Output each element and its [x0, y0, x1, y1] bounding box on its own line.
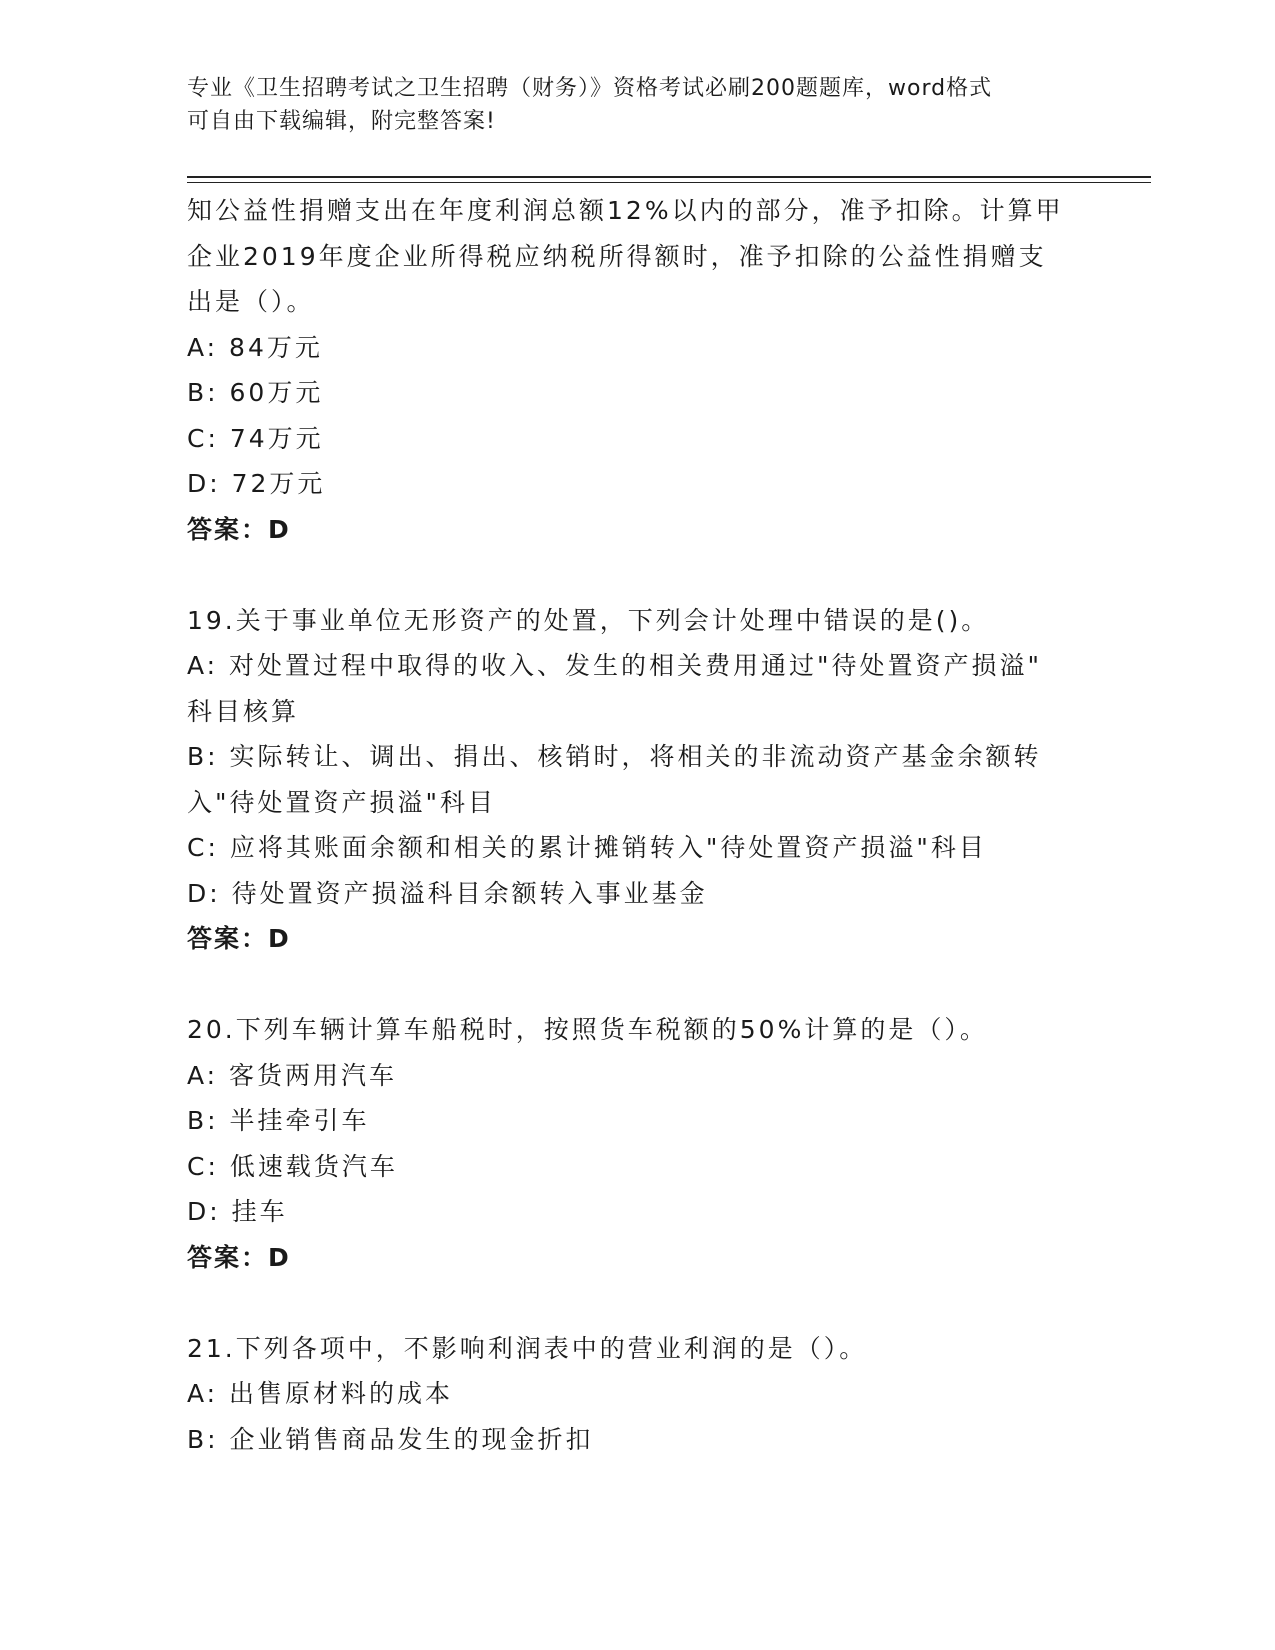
question-stem-line: 20.下列车辆计算车船税时，按照货车税额的50%计算的是（）。: [187, 1015, 988, 1044]
spacer: [187, 962, 1087, 1008]
question-stem-line: 企业2019年度企业所得税应纳税所得额时，准予扣除的公益性捐赠支: [187, 241, 1047, 271]
question-18: [187, 188, 1087, 552]
header-title-line-1: 专业《卫生招聘考试之卫生招聘（财务）》资格考试必刷200题题库，word格式: [187, 76, 993, 101]
option-c: C: 应将其账面余额和相关的累计摊销转入"待处置资产损溢"科目: [187, 833, 987, 862]
spacer: [187, 552, 1087, 598]
question-list: [187, 188, 1087, 1462]
option-b: B: 60万元: [187, 378, 324, 407]
document-header: [187, 72, 1087, 138]
option-c: C: 低速载货汽车: [187, 1151, 398, 1181]
header-title-line-2: 可自由下载编辑，附完整答案!: [187, 109, 496, 134]
option-a-continued: 科目核算: [187, 696, 300, 726]
header-rule-thick: [187, 176, 1151, 178]
question-21: [187, 1326, 1087, 1463]
option-b: B: 半挂牵引车: [187, 1106, 370, 1135]
option-d: D: 72万元: [187, 469, 326, 498]
option-b: B: 实际转让、调出、捐出、核销时，将相关的非流动资产基金余额转: [187, 742, 1042, 771]
answer-label: 答案：D: [187, 1242, 291, 1272]
option-c: C: 74万元: [187, 423, 324, 453]
question-19: [187, 598, 1087, 962]
option-d: D: 挂车: [187, 1197, 288, 1226]
option-d: D: 待处置资产损溢科目余额转入事业基金: [187, 878, 708, 908]
question-stem-line: 21.下列各项中，不影响利润表中的营业利润的是（）。: [187, 1333, 868, 1363]
option-a: A: 出售原材料的成本: [187, 1379, 454, 1408]
question-stem-line: 知公益性捐赠支出在年度利润总额12%以内的部分，准予扣除。计算甲: [187, 196, 1064, 225]
answer-label: 答案：D: [187, 924, 291, 953]
header-rule-thin: [187, 182, 1151, 183]
question-stem-line: 出是（）。: [187, 287, 315, 316]
question-20: [187, 1007, 1087, 1280]
spacer: [187, 1280, 1087, 1326]
answer-label: 答案：D: [187, 514, 291, 544]
question-stem-line: 19.关于事业单位无形资产的处置，下列会计处理中错误的是()。: [187, 605, 990, 635]
option-a: A: 客货两用汽车: [187, 1060, 398, 1090]
option-a: A: 84万元: [187, 332, 323, 362]
option-b-continued: 入"待处置资产损溢"科目: [187, 787, 496, 817]
option-a: A: 对处置过程中取得的收入、发生的相关费用通过"待处置资产损溢": [187, 651, 1043, 680]
option-b: B: 企业销售商品发生的现金折扣: [187, 1424, 594, 1454]
